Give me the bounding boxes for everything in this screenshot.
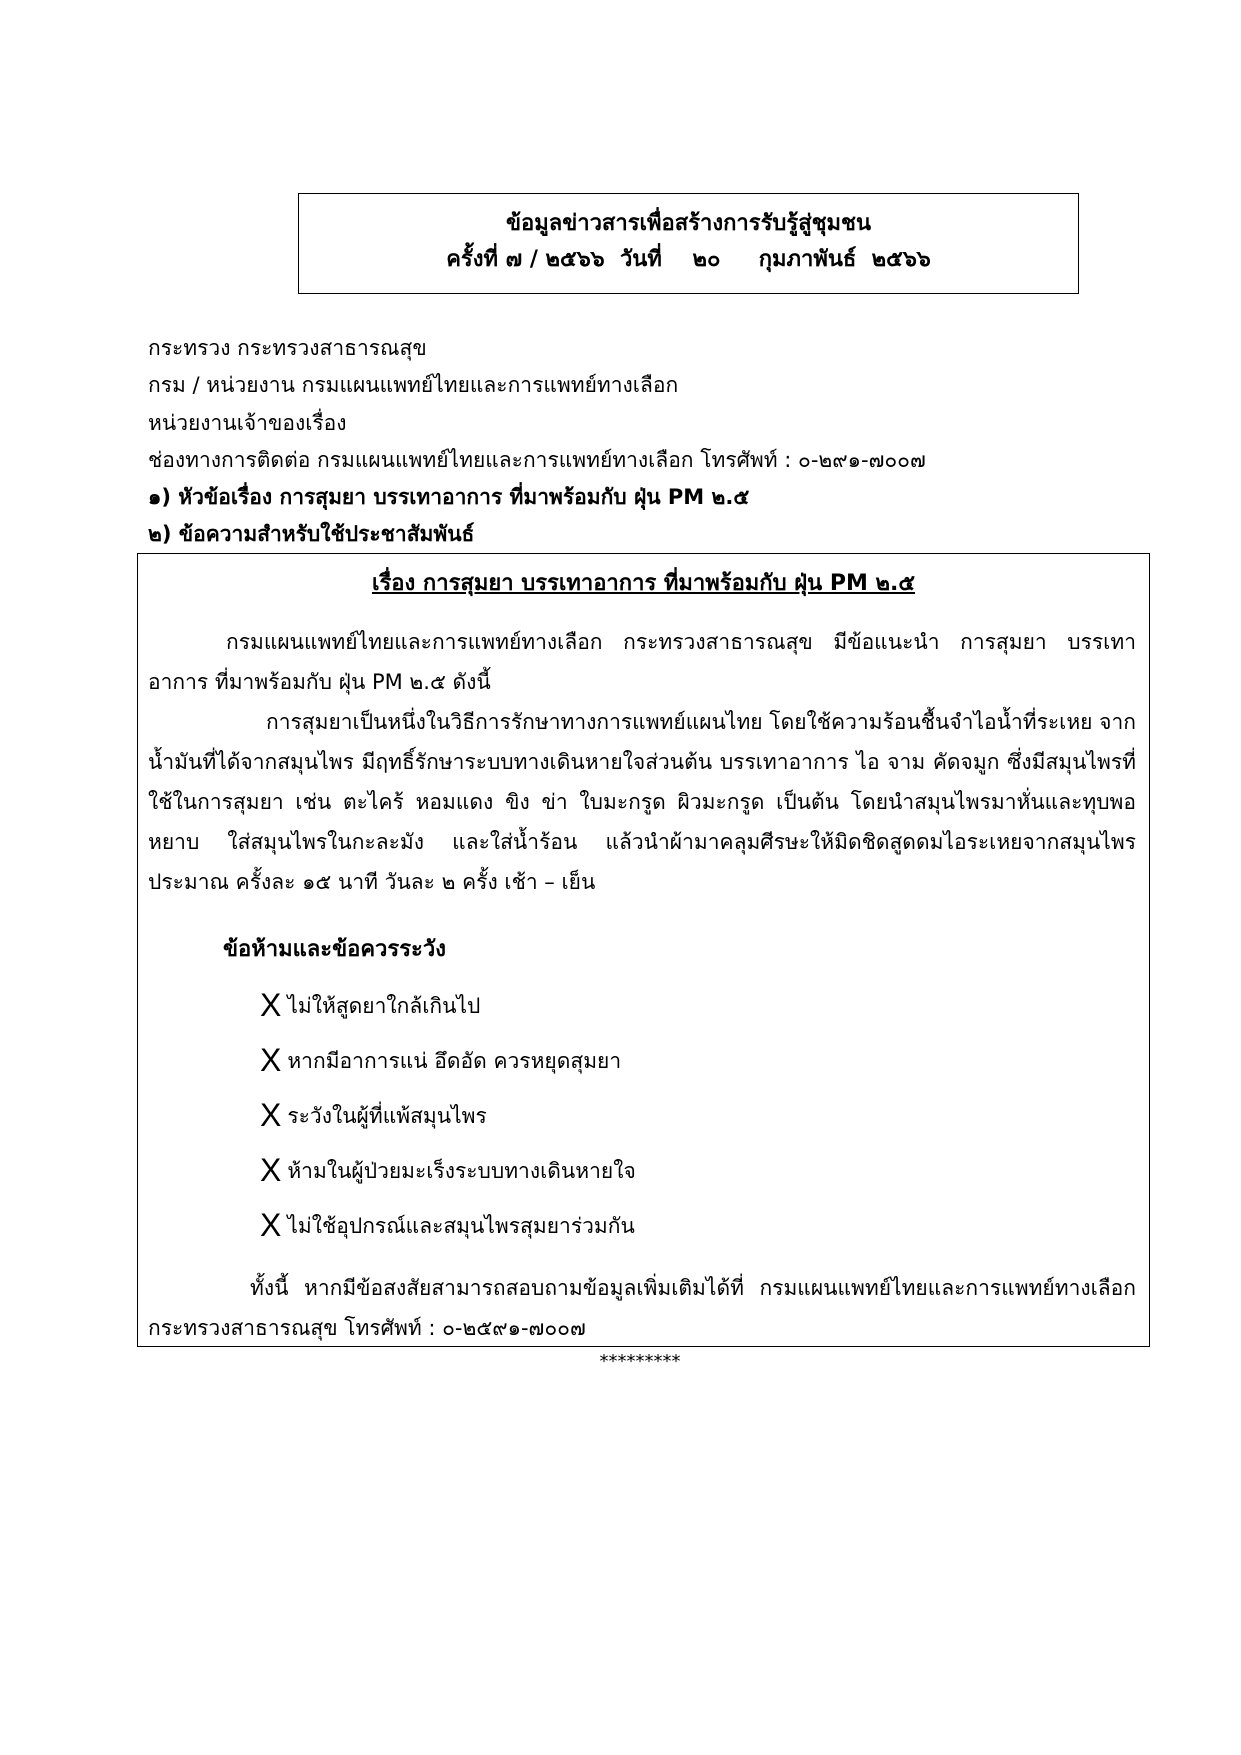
closing-paragraph: ทั้งนี้ หากมีข้อสงสัยสามารถสอบถามข้อมูลเพิ่มเติมได้ที่ กรมแผนแพทย์ไทยและการแพทย์ทางเลือก กระทรวงสาธารณสุข โทรศัพท์ : ๐-๒๕๙๑-๗๐๐๗ bbox=[148, 1276, 1136, 1340]
warning-item bbox=[260, 1208, 635, 1243]
header-box bbox=[298, 193, 1079, 294]
cross-icon: X bbox=[260, 1042, 282, 1078]
cross-icon: X bbox=[260, 1152, 282, 1188]
department-line: กรม / หน่วยงาน กรมแผนแพทย์ไทยและการแพทย์ทางเลือก bbox=[148, 373, 679, 397]
warning-item bbox=[260, 1043, 621, 1078]
cross-icon: X bbox=[260, 1097, 282, 1133]
warning-text: หากมีอาการแน่ อึดอัด ควรหยุดสุมยา bbox=[287, 1049, 622, 1073]
warning-item bbox=[260, 1153, 636, 1188]
topic-line: ๑) หัวข้อเรื่อง การสุมยา บรรเทาอาการ ที่มาพร้อมกับ ฝุ่น PM ๒.๕ bbox=[148, 485, 750, 509]
cross-icon: X bbox=[260, 987, 282, 1023]
warning-text: ไม่ให้สูดยาใกล้เกินไป bbox=[287, 994, 481, 1018]
warning-text: ไม่ใช้อุปกรณ์และสมุนไพรสุมยาร่วมกัน bbox=[287, 1214, 635, 1238]
owner-unit-line: หน่วยงานเจ้าของเรื่อง bbox=[148, 411, 347, 435]
pr-heading: ๒) ข้อความสำหรับใช้ประชาสัมพันธ์ bbox=[148, 522, 475, 546]
end-separator: ********* bbox=[599, 1351, 681, 1372]
warning-item bbox=[260, 1098, 487, 1133]
warnings-heading: ข้อห้ามและข้อควรระวัง bbox=[223, 937, 446, 962]
issue-date-line: ครั้งที่ ๗ / ๒๕๖๖ วันที่ ๒๐ กุมภาพันธ์ ๒๕๖๖ bbox=[446, 247, 931, 272]
announcement-box bbox=[137, 553, 1150, 1347]
intro-paragraph: กรมแผนแพทย์ไทยและการแพทย์ทางเลือก กระทรวงสาธารณสุข มีข้อแนะนำ การสุมยา บรรเทาอาการ ที่มาพร้อมกับ ฝุ่น PM ๒.๕ ดังนี้ bbox=[148, 630, 1136, 694]
cross-icon: X bbox=[260, 1207, 282, 1243]
body-paragraph: การสุมยาเป็นหนึ่งในวิธีการรักษาทางการแพทย์แผนไทย โดยใช้ความร้อนชื้นจำไอน้ำที่ระเหย จากน้ำมันที่ได้จากสมุนไพร มีฤทธิ์รักษาระบบทางเดินหายใจส่วนต้น บรรเทาอาการ ไอ จาม คัดจมูก ซึ่งมีสมุนไพรที่ใช้ในการสุมยา เช่น ตะไคร้ หอมแดง ขิง ข่า ใบมะกรูด ผิวมะกรูด เป็นต้น โดยนำสมุนไพรมาหั่นและทุบพอหยาบ ใส่สมุนไพรในกะละมัง และใส่น้ำร้อน แล้วนำผ้ามาคลุมศีรษะให้มิดชิดสูดดมไอระเหยจากสมุนไพรประมาณ ครั้งละ ๑๕ นาที วันละ ๒ ครั้ง เช้า – เย็น bbox=[148, 710, 1136, 894]
contact-line: ช่องทางการติดต่อ กรมแผนแพทย์ไทยและการแพทย์ทางเลือก โทรศัพท์ : ๐-๒๙๑-๗๐๐๗ bbox=[148, 448, 926, 472]
document-title: ข้อมูลข่าวสารเพื่อสร้างการรับรู้สู่ชุมชน bbox=[505, 211, 872, 236]
warning-item bbox=[260, 988, 480, 1023]
warning-text: ระวังในผู้ที่แพ้สมุนไพร bbox=[287, 1104, 487, 1128]
warning-text: ห้ามในผู้ป่วยมะเร็งระบบทางเดินหายใจ bbox=[287, 1159, 636, 1183]
announcement-title: เรื่อง การสุมยา บรรเทาอาการ ที่มาพร้อมกับ ฝุ่น PM ๒.๕ bbox=[371, 571, 916, 596]
ministry-line: กระทรวง กระทรวงสาธารณสุข bbox=[148, 336, 427, 360]
